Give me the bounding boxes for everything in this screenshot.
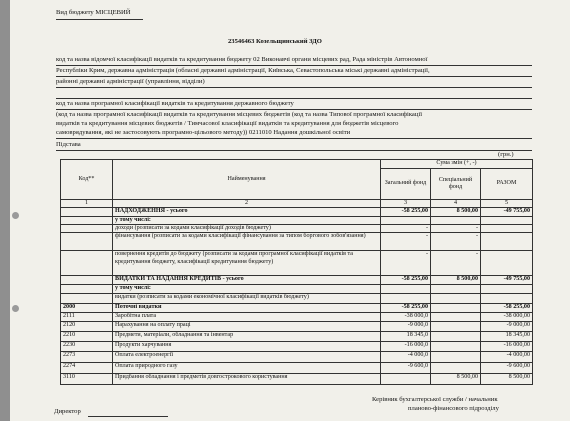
cell-name: Поточні видатки — [113, 303, 381, 312]
cell-total — [481, 217, 533, 225]
cell-special — [431, 285, 481, 293]
program-line: код та назва програмної класифікації видатків та кредитування державного бюджету — [56, 100, 294, 107]
cell-code: 2000 — [61, 303, 113, 312]
table-row — [61, 373, 533, 384]
table-header — [60, 159, 533, 208]
cell-name: Продукти харчування — [113, 341, 381, 351]
cell-general — [381, 293, 431, 303]
col-special-header: Спеціальний фонд — [431, 169, 481, 200]
cell-name: Нарахування на оплату праці — [113, 321, 381, 331]
cell-code: 2274 — [61, 362, 113, 373]
col-number: 2 — [113, 200, 381, 208]
head-accountant-label: Керівник бухгалтерської служби / начальник — [372, 396, 498, 403]
cell-code — [61, 225, 113, 233]
signature-line — [88, 416, 168, 417]
cell-special — [431, 303, 481, 312]
budget-type: Вид бюджету МІСЦЕВИЙ — [56, 9, 131, 16]
cell-special: 8 500,00 — [431, 208, 481, 217]
program-line: видатків та кредитування місцевих бюджетів / Тимчасової класифікації видатків та кредитування для бюджетів місцевого — [56, 120, 399, 127]
cell-general: -38 000,0 — [381, 312, 431, 321]
changes-table — [60, 207, 533, 385]
cell-name: НАДХОДЖЕННЯ - усього — [113, 208, 381, 217]
code-line: районні державні адміністрації (управління, відділи) — [56, 78, 205, 85]
cell-total: 8 500,00 — [481, 373, 533, 384]
table-row — [61, 362, 533, 373]
table-row — [61, 293, 533, 303]
table-row — [61, 341, 533, 351]
cell-special: - — [431, 251, 481, 276]
cell-special: - — [431, 225, 481, 233]
cell-total: -9 600,00 — [481, 362, 533, 373]
col-changes-header: Сума змін (+, -) — [381, 160, 533, 169]
underline — [56, 109, 532, 110]
cell-name: Придбання обладнання і предметів довгострокового користування — [113, 373, 381, 384]
table-row — [61, 251, 533, 276]
cell-name: Заробітна плата — [113, 312, 381, 321]
cell-general: -16 000,0 — [381, 341, 431, 351]
cell-total — [481, 293, 533, 303]
cell-special — [431, 351, 481, 362]
cell-name: видатки (розписати за кодами економічної класифікації видатків бюджету) — [113, 293, 381, 303]
table-row — [61, 208, 533, 217]
cell-general: -58 255,00 — [381, 276, 431, 285]
col-number: 4 — [431, 200, 481, 208]
cell-name: Оплата природного газу — [113, 362, 381, 373]
cell-general: - — [381, 233, 431, 251]
underline — [56, 19, 143, 20]
cell-total — [481, 225, 533, 233]
basis-label: Підстава — [56, 141, 81, 148]
table-row — [61, 233, 533, 251]
cell-general: -4 000,0 — [381, 351, 431, 362]
col-number: 5 — [481, 200, 533, 208]
code-line: код та назва відомчої класифікації видатків та кредитування бюджету 02 Виконавчі органи місцевих рад, Рада міністрів Автономної — [56, 56, 428, 63]
cell-code: 2210 — [61, 331, 113, 341]
cell-code: 2230 — [61, 341, 113, 351]
underline — [56, 87, 532, 88]
table-row — [61, 303, 533, 312]
cell-total: -49 755,00 — [481, 208, 533, 217]
code-line: Республіки Крим, державна адміністрація (обласні державні адміністрації, Київська, Севастопольська міські державні адміністрації, — [56, 67, 430, 74]
cell-special: 8 500,00 — [431, 276, 481, 285]
cell-code — [61, 251, 113, 276]
cell-special — [431, 362, 481, 373]
col-code-header: Код** — [61, 160, 113, 200]
underline — [56, 138, 532, 139]
cell-code — [61, 276, 113, 285]
cell-total: -38 000,00 — [481, 312, 533, 321]
cell-name: повернення кредитів до бюджету (розписати за кодами програмної класифікації видатків та кредитування бюджету, класифікації кредитування бюджету) — [113, 251, 381, 276]
cell-special — [431, 217, 481, 225]
cell-code — [61, 217, 113, 225]
col-name-header: Найменування — [113, 160, 381, 200]
cell-code — [61, 293, 113, 303]
cell-name: доходи (розписати за кодами класифікації доходів бюджету) — [113, 225, 381, 233]
table-row — [61, 276, 533, 285]
cell-special — [431, 341, 481, 351]
cell-general: 18 345,0 — [381, 331, 431, 341]
program-line: (код та назва програмної класифікації видатків та кредитування місцевих бюджетів (код та назва Типової програмної класифікації — [56, 111, 423, 118]
table-row — [61, 312, 533, 321]
cell-total — [481, 233, 533, 251]
punch-hole — [12, 212, 19, 219]
col-total-header: РАЗОМ — [481, 169, 533, 200]
cell-code — [61, 208, 113, 217]
cell-general — [381, 285, 431, 293]
director-label: Директор — [54, 408, 81, 415]
cell-special — [431, 312, 481, 321]
organization-title: 23546463 Козельщинський ЗДО — [228, 38, 322, 45]
cell-total: -16 000,00 — [481, 341, 533, 351]
cell-name: Предмети, матеріали, обладнання та інвентар — [113, 331, 381, 341]
underline — [56, 98, 532, 99]
program-line: самоврядування, які не застосовують програмно-цільового методу)) 0211010 Надання дошкільної освіти — [56, 129, 351, 136]
table-row — [61, 321, 533, 331]
cell-special: - — [431, 233, 481, 251]
table-row — [61, 351, 533, 362]
currency-unit: (грн.) — [498, 151, 514, 158]
cell-general: -58 255,00 — [381, 303, 431, 312]
cell-code: 3110 — [61, 373, 113, 384]
underline — [56, 150, 532, 151]
underline — [56, 65, 532, 66]
cell-total — [481, 285, 533, 293]
cell-general: -9 000,0 — [381, 321, 431, 331]
cell-name: фінансування (розписати за кодами класифікації фінансування за типом боргового зобов'язання) — [113, 233, 381, 251]
table-row — [61, 285, 533, 293]
cell-name: ВИДАТКИ ТА НАДАННЯ КРЕДИТІВ - усього — [113, 276, 381, 285]
table-row — [61, 225, 533, 233]
cell-special — [431, 293, 481, 303]
cell-total: -9 000,00 — [481, 321, 533, 331]
cell-name: Оплата електроенергії — [113, 351, 381, 362]
table-row — [61, 331, 533, 341]
col-number: 1 — [61, 200, 113, 208]
cell-special — [431, 321, 481, 331]
cell-total: -4 000,00 — [481, 351, 533, 362]
cell-code — [61, 285, 113, 293]
cell-general: -9 600,0 — [381, 362, 431, 373]
cell-total: 18 345,00 — [481, 331, 533, 341]
cell-code: 2111 — [61, 312, 113, 321]
cell-general — [381, 373, 431, 384]
cell-name: у тому числі: — [113, 217, 381, 225]
cell-general — [381, 217, 431, 225]
col-general-header: Загальний фонд — [381, 169, 431, 200]
cell-general: - — [381, 251, 431, 276]
punch-hole — [12, 305, 19, 312]
cell-code — [61, 233, 113, 251]
cell-code: 2273 — [61, 351, 113, 362]
head-accountant-label: планово-фінансового підрозділу — [408, 405, 499, 412]
table-row — [61, 217, 533, 225]
cell-general: -58 255,00 — [381, 208, 431, 217]
cell-general: - — [381, 225, 431, 233]
cell-total: -49 755,00 — [481, 276, 533, 285]
cell-special — [431, 331, 481, 341]
cell-code: 2120 — [61, 321, 113, 331]
cell-total — [481, 251, 533, 276]
cell-name: у тому числі: — [113, 285, 381, 293]
document-page — [10, 0, 570, 421]
cell-special: 8 500,00 — [431, 373, 481, 384]
col-number: 3 — [381, 200, 431, 208]
cell-total: -58 255,00 — [481, 303, 533, 312]
underline — [56, 76, 532, 77]
